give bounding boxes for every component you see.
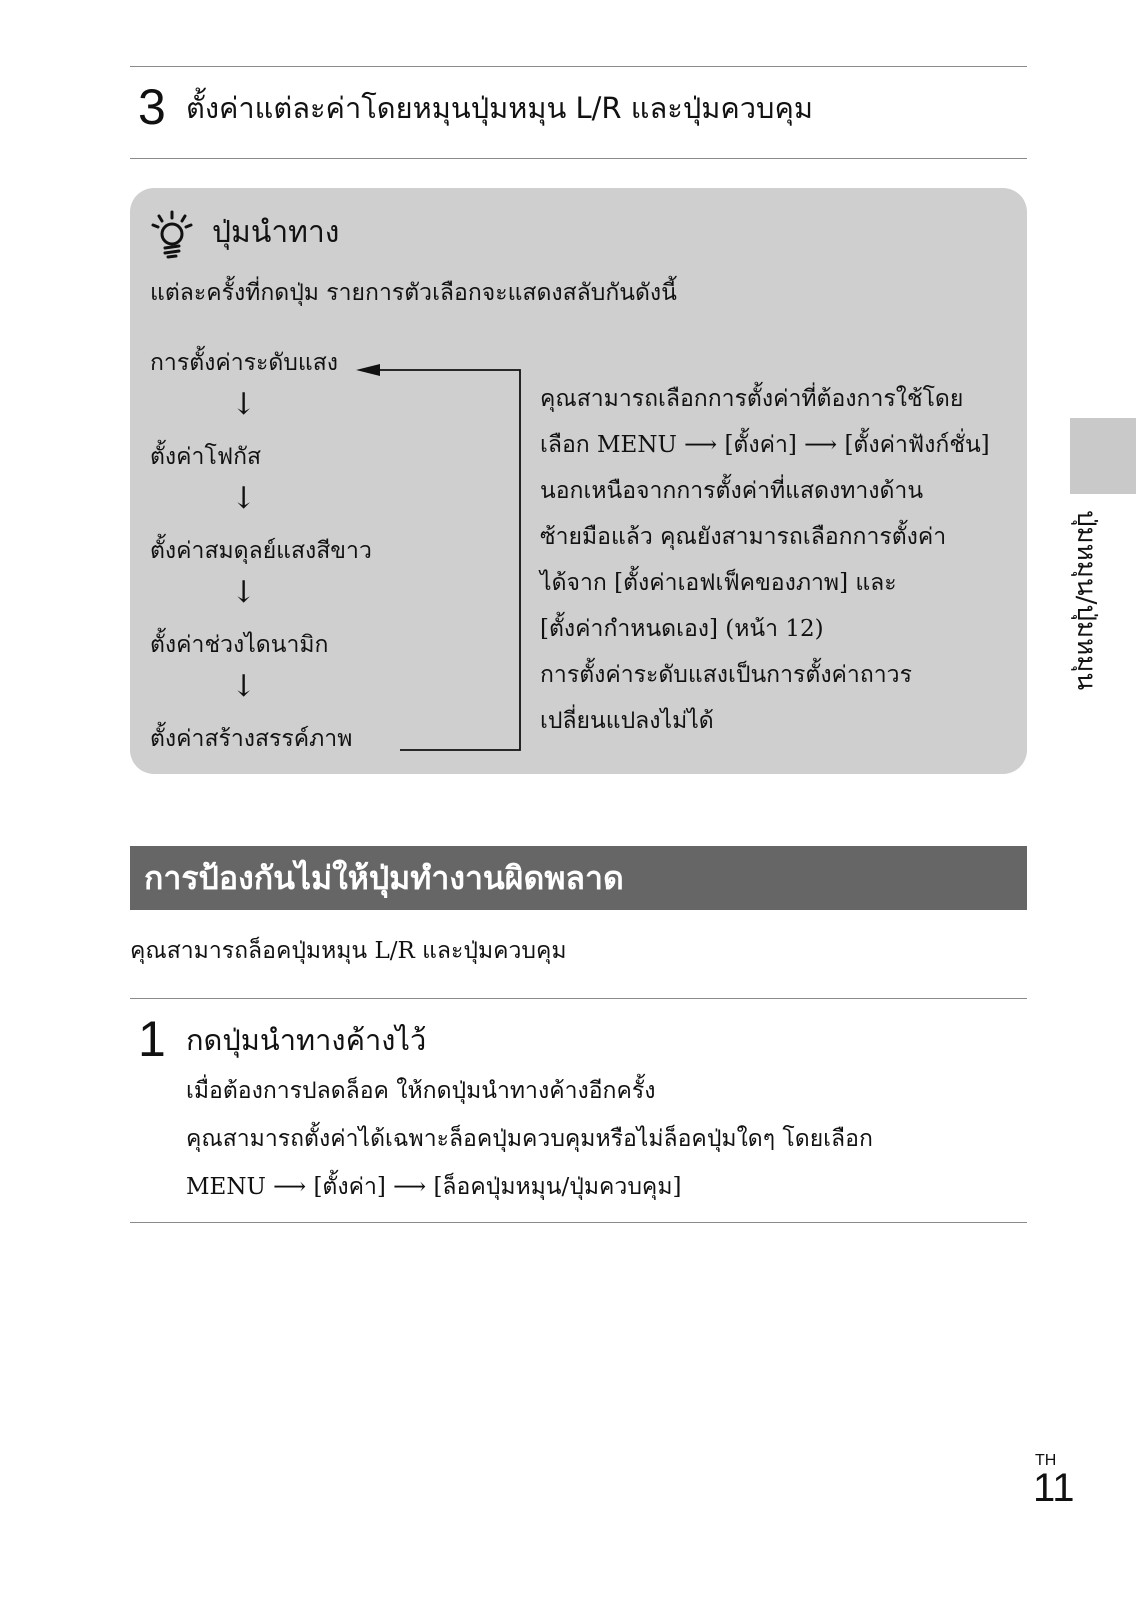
hint-intro: แต่ละครั้งที่กดปุ่ม รายการตัวเลือกจะแสดงสลับกันดังนี้ xyxy=(150,280,677,306)
cycle-arrow: ↓ xyxy=(231,669,257,704)
step-1-line: เมื่อต้องการปลดล็อค ให้กดปุ่มนำทางค้างอีกครั้ง xyxy=(186,1078,656,1104)
section-rule xyxy=(130,998,1027,999)
section-intro: คุณสามารถล็อคปุ่มหมุน L/R และปุ่มควบคุม xyxy=(130,938,567,964)
page-language: TH xyxy=(1035,1452,1057,1469)
hint-note-line: ซ้ายมือแล้ว คุณยังสามารถเลือกการตั้งค่า xyxy=(540,524,947,550)
section-banner xyxy=(130,846,1027,910)
section-title: การป้องกันไม่ให้ปุ่มทำงานผิดพลาด xyxy=(144,859,624,897)
cycle-item-creative-style: ตั้งค่าสร้างสรรค์ภาพ xyxy=(150,726,353,752)
page-number: 11 xyxy=(1033,1466,1075,1510)
hint-note-line: ได้จาก [ตั้งค่าเอฟเฟ็คของภาพ] และ xyxy=(540,570,897,596)
side-tab-label-text: ปุ่มหมุน/ปุ่มหมุน xyxy=(1071,510,1101,691)
step-1-rule xyxy=(130,1222,1027,1223)
hint-note-line: นอกเหนือจากการตั้งค่าที่แสดงทางด้าน xyxy=(540,478,924,504)
cycle-arrow: ↓ xyxy=(231,387,257,422)
cycle-arrow: ↓ xyxy=(231,481,257,516)
step-3-number: 3 xyxy=(138,79,166,135)
cycle-item-exposure: การตั้งค่าระดับแสง xyxy=(150,350,338,376)
hint-note-line: การตั้งค่าระดับแสงเป็นการตั้งค่าถาวร xyxy=(540,662,912,688)
step-1-line: MENU ⟶ [ตั้งค่า] ⟶ [ล็อคปุ่มหมุน/ปุ่มควบคุม] xyxy=(186,1174,682,1200)
hint-note-line: เลือก MENU ⟶ [ตั้งค่า] ⟶ [ตั้งค่าฟังก์ชั่น] xyxy=(540,432,990,458)
side-tab-marker xyxy=(1070,418,1136,494)
step-1-title: กดปุ่มนำทางค้างไว้ xyxy=(186,1023,427,1057)
step-3-title: ตั้งค่าแต่ละค่าโดยหมุนปุ่มหมุน L/R และปุ่มควบคุม xyxy=(186,91,813,125)
step-1-line: คุณสามารถตั้งค่าได้เฉพาะล็อคปุ่มควบคุมหรือไม่ล็อคปุ่มใดๆ โดยเลือก xyxy=(186,1126,873,1152)
hint-note-line: เปลี่ยนแปลงไม่ได้ xyxy=(540,708,714,734)
cycle-item-focus: ตั้งค่าโฟกัส xyxy=(150,444,262,470)
cycle-item-white-balance: ตั้งค่าสมดุลย์แสงสีขาว xyxy=(150,538,372,564)
cycle-arrow: ↓ xyxy=(231,575,257,610)
step-1-number: 1 xyxy=(138,1011,166,1067)
cycle-item-dynamic-range: ตั้งค่าช่วงไดนามิก xyxy=(150,632,329,658)
hint-title: ปุ่มนำทาง xyxy=(212,215,340,250)
side-tab-label xyxy=(1068,510,1112,690)
hint-note-line: [ตั้งค่ากำหนดเอง] (หน้า 12) xyxy=(540,616,824,642)
hint-note-line: คุณสามารถเลือกการตั้งค่าที่ต้องการใช้โดย xyxy=(540,386,964,412)
